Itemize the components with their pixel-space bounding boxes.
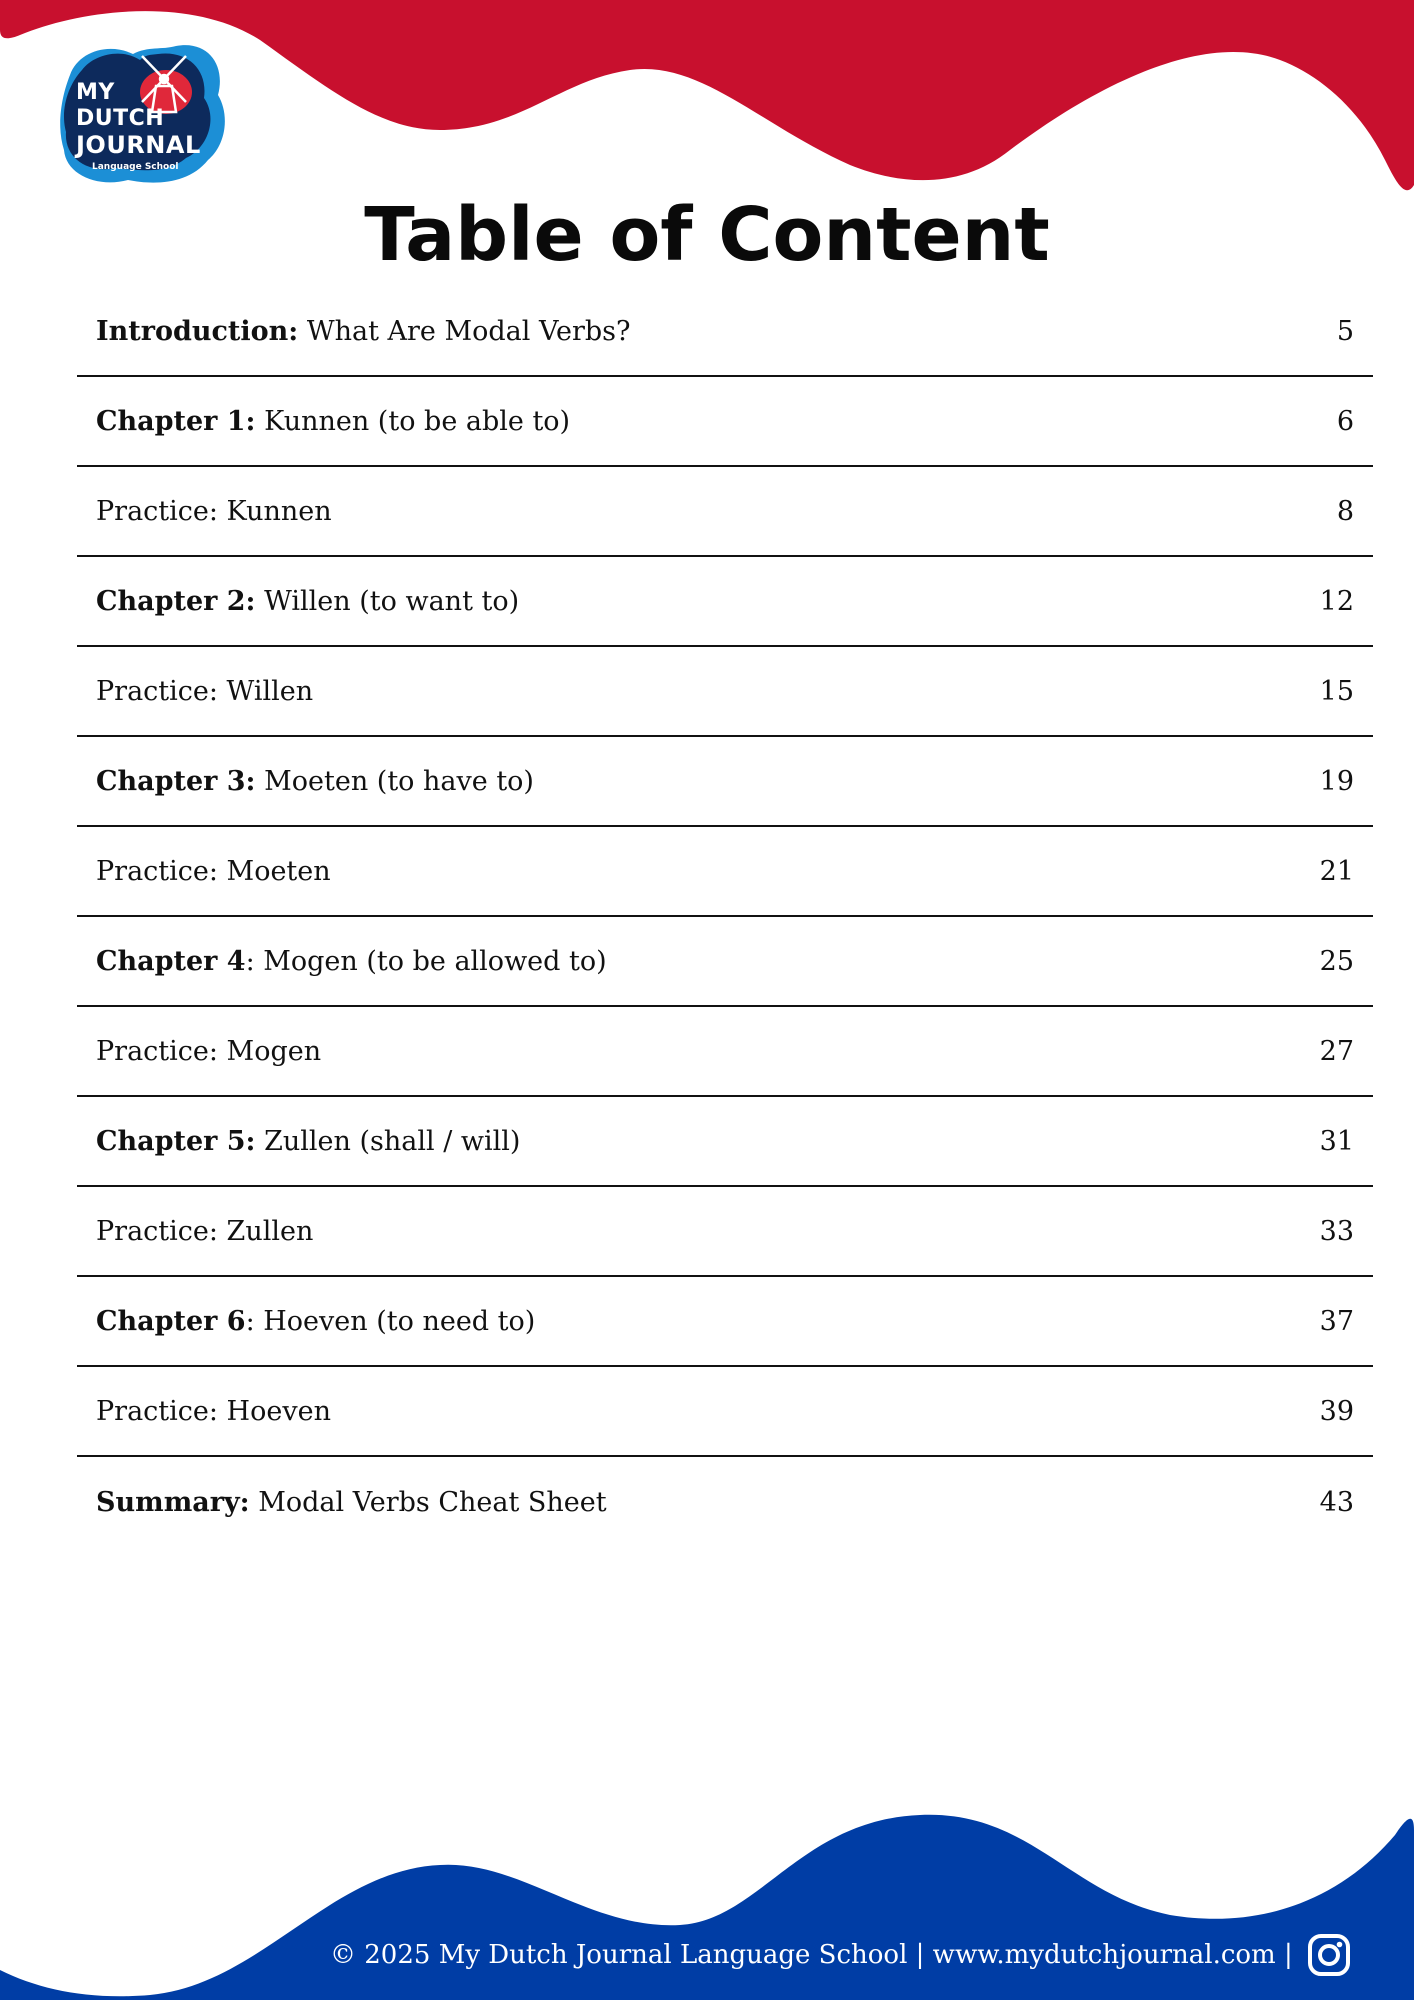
page-title: Table of Content (364, 192, 1050, 278)
toc-page-number: 21 (1319, 855, 1354, 887)
toc-page-number: 39 (1319, 1395, 1354, 1427)
toc-entry-heading: Summary: (96, 1486, 250, 1518)
toc-entry-label (96, 1396, 331, 1427)
toc-entry-label (96, 766, 534, 797)
toc-page-number: 12 (1319, 585, 1354, 617)
toc-entry-label (96, 1036, 321, 1067)
toc-entry-label (96, 406, 570, 437)
footer-copyright: © 2025 My Dutch Journal Language School | www.mydutchjournal.com | (330, 1940, 1293, 1970)
toc-page-number: 25 (1319, 945, 1354, 977)
table-of-contents (77, 287, 1373, 1547)
toc-row[interactable] (77, 1097, 1373, 1187)
toc-entry-label (96, 1306, 535, 1337)
toc-row[interactable] (77, 1457, 1373, 1547)
toc-entry-heading: Chapter 3: (96, 765, 256, 797)
toc-entry-heading: Chapter 5: (96, 1125, 256, 1157)
toc-entry-title: : Hoeven (to need to) (245, 1305, 536, 1337)
toc-page-number: 43 (1319, 1486, 1354, 1518)
instagram-icon[interactable] (1307, 1933, 1351, 1977)
toc-row[interactable] (77, 647, 1373, 737)
toc-entry-label (96, 1487, 607, 1518)
toc-entry-title: Moeten (to have to) (255, 765, 534, 797)
school-logo (58, 40, 228, 190)
toc-row[interactable] (77, 1277, 1373, 1367)
toc-page-number: 6 (1336, 405, 1354, 437)
toc-page-number: 19 (1319, 765, 1354, 797)
toc-row[interactable] (77, 1187, 1373, 1277)
toc-entry-label (96, 856, 331, 887)
toc-row[interactable] (77, 557, 1373, 647)
toc-entry-heading: Chapter 1: (96, 405, 256, 437)
toc-entry-label (96, 496, 332, 527)
toc-entry-title: Practice: Mogen (96, 1035, 322, 1067)
toc-entry-title: Modal Verbs Cheat Sheet (249, 1486, 607, 1518)
logo-text-journal: JOURNAL (76, 131, 201, 159)
toc-row[interactable] (77, 737, 1373, 827)
toc-page-number: 33 (1319, 1215, 1354, 1247)
toc-entry-label (96, 1126, 520, 1157)
toc-page-number: 8 (1336, 495, 1354, 527)
logo-text-dutch: DUTCH (76, 106, 165, 131)
toc-entry-title: Practice: Kunnen (96, 495, 332, 527)
toc-row[interactable] (77, 1367, 1373, 1457)
toc-row[interactable] (77, 917, 1373, 1007)
toc-page-number: 15 (1319, 675, 1354, 707)
toc-entry-label (96, 1216, 313, 1247)
toc-row[interactable] (77, 467, 1373, 557)
toc-entry-title: Practice: Willen (96, 675, 314, 707)
toc-page-number: 37 (1319, 1305, 1354, 1337)
toc-entry-title: Practice: Moeten (96, 855, 331, 887)
toc-entry-label (96, 676, 313, 707)
toc-row[interactable] (77, 827, 1373, 917)
toc-entry-title: Practice: Hoeven (96, 1395, 331, 1427)
footer (330, 1930, 1351, 1980)
toc-page-number: 27 (1319, 1035, 1354, 1067)
toc-entry-heading: Introduction: (96, 315, 299, 347)
logo-text-my: MY (76, 80, 115, 105)
toc-entry-label (96, 946, 607, 977)
toc-row[interactable] (77, 287, 1373, 377)
toc-entry-title: Willen (to want to) (255, 585, 520, 617)
toc-entry-title: : Mogen (to be allowed to) (245, 945, 607, 977)
toc-entry-label (96, 316, 631, 347)
toc-row[interactable] (77, 1007, 1373, 1097)
logo-subtitle: Language School (92, 162, 179, 172)
toc-page-number: 31 (1319, 1125, 1354, 1157)
toc-entry-title: Zullen (shall / will) (255, 1125, 521, 1157)
toc-entry-title: Practice: Zullen (96, 1215, 314, 1247)
toc-entry-heading: Chapter 2: (96, 585, 256, 617)
toc-entry-heading: Chapter 6 (96, 1305, 246, 1337)
toc-entry-title: Kunnen (to be able to) (255, 405, 571, 437)
toc-entry-label (96, 586, 519, 617)
toc-entry-title: What Are Modal Verbs? (298, 315, 631, 347)
toc-row[interactable] (77, 377, 1373, 467)
toc-entry-heading: Chapter 4 (96, 945, 246, 977)
toc-page-number: 5 (1336, 315, 1354, 347)
